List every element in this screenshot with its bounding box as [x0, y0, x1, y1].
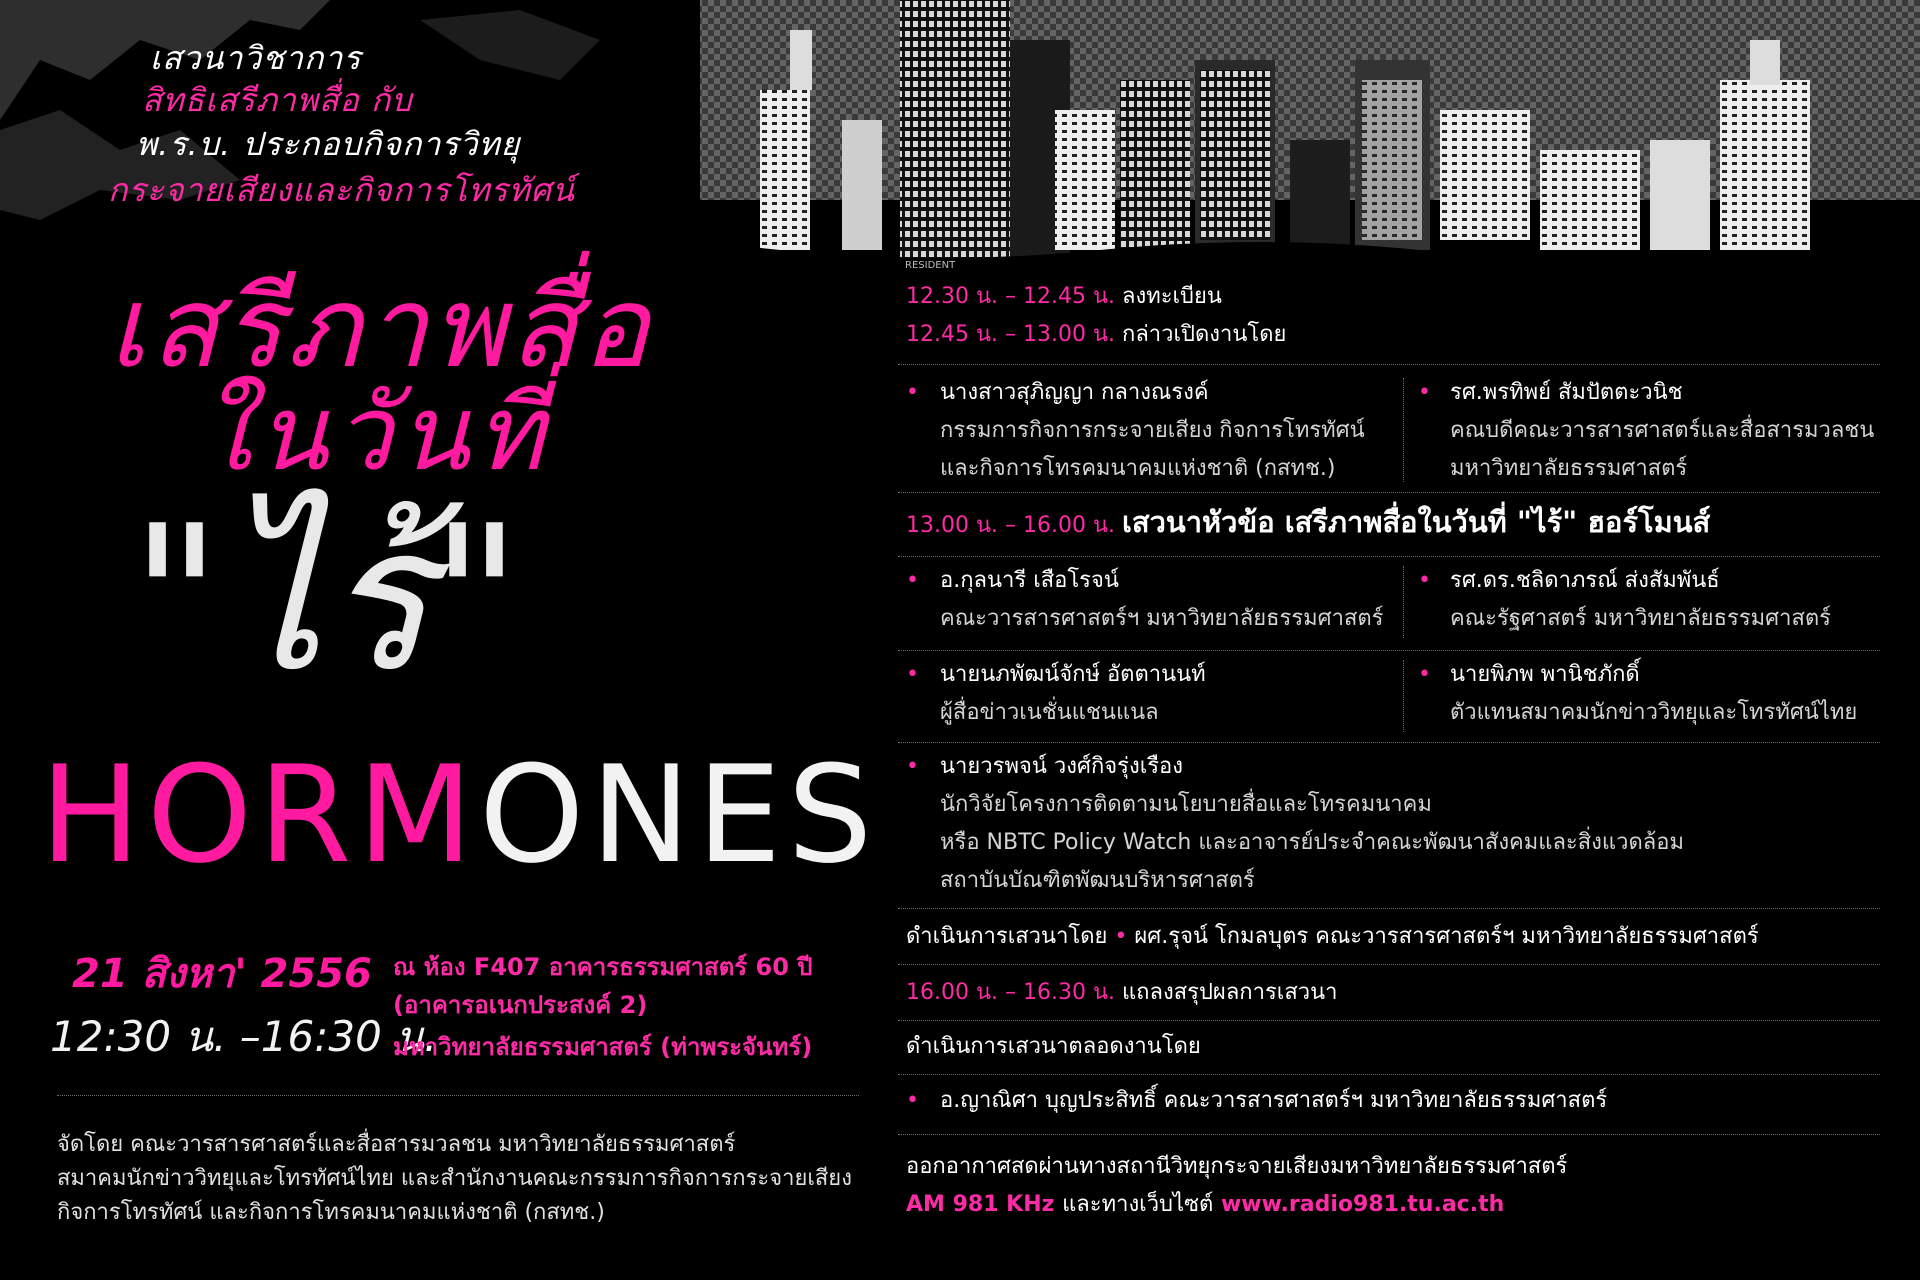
header-line-1: เสวนาวิชาการ [150, 39, 362, 77]
schedule-time: 13.00 น. – 16.00 น. [906, 513, 1115, 538]
broadcast-middle: และทางเว็บไซต์ [1062, 1192, 1214, 1217]
organizers-line-3: กิจการโทรทัศน์ และกิจการโทรคมนาคมแห่งชาติ (กสทช.) [57, 1200, 605, 1225]
opener-2-role-1: คณบดีคณะวารสารศาสตร์และสื่อสารมวลชน [1450, 418, 1875, 443]
divider [898, 908, 1880, 909]
skyline-sign: RESIDENT [905, 260, 956, 271]
bullet-icon: • [906, 1088, 919, 1113]
panelist-3-name: นายนภพัฒน์จักษ์ อัตตานนท์ [940, 662, 1206, 687]
schedule-row-opening [906, 320, 1286, 350]
panelist-5-role-3: สถาบันบัณฑิตพัฒนบริหารศาสตร์ [940, 868, 1255, 893]
schedule-time: 12.45 น. – 13.00 น. [906, 322, 1115, 347]
organizers-line-2: สมาคมนักข่าววิทยุและโทรทัศน์ไทย และสำนักงานคณะกรรมการกิจการกระจายเสียง [57, 1166, 852, 1191]
event-date: 21 สิงหา' 2556 [72, 951, 372, 997]
title-line-3: "ไร้" [130, 483, 522, 716]
bullet-icon: • [1418, 380, 1431, 405]
divider [898, 1074, 1880, 1075]
mc-text: อ.ญาณิศา บุญประสิทธิ์ คณะวารสารศาสตร์ฯ มหาวิทยาลัยธรรมศาสตร์ [940, 1088, 1608, 1113]
broadcast-url-link[interactable]: www.radio981.tu.ac.th [1220, 1192, 1505, 1217]
opener-1-role-2: และกิจการโทรคมนาคมแห่งชาติ (กสทช.) [940, 456, 1336, 481]
schedule-text: แถลงสรุปผลการเสวนา [1122, 980, 1338, 1005]
divider [898, 1134, 1880, 1135]
organizers-line-1: จัดโดย คณะวารสารศาสตร์และสื่อสารมวลชน มหาวิทยาลัยธรรมศาสตร์ [57, 1132, 736, 1157]
title-line-2: ในวันที่ [200, 372, 550, 494]
event-time: 12:30 น. –16:30 น. [50, 1012, 438, 1061]
divider [898, 556, 1880, 557]
opener-1-role-1: กรรมการกิจการกระจายเสียง กิจการโทรทัศน์ [940, 418, 1365, 443]
title-hormones-pink: HORM [40, 737, 479, 893]
schedule-row-registration [906, 282, 1222, 312]
opener-1-name: นางสาวสุภิญญา กลางณรงค์ [940, 380, 1209, 405]
panelist-2-name: รศ.ดร.ชลิดาภรณ์ ส่งสัมพันธ์ [1450, 568, 1720, 593]
divider [898, 964, 1880, 965]
divider [898, 1020, 1880, 1021]
bullet-icon: • [1418, 568, 1431, 593]
panelist-1-role: คณะวารสารศาสตร์ฯ มหาวิทยาลัยธรรมศาสตร์ [940, 606, 1384, 631]
header-line-2: สิทธิเสรีภาพสื่อ กับ [142, 81, 413, 119]
divider [898, 492, 1880, 493]
panelist-1-name: อ.กุลนารี เสือโรจน์ [940, 568, 1119, 593]
column-divider [1403, 566, 1404, 638]
schedule-row-summary [906, 978, 1338, 1008]
broadcast-frequency: AM 981 KHz [906, 1192, 1055, 1217]
venue-line-2: (อาคารอเนกประสงค์ 2) [393, 991, 648, 1019]
bullet-icon: • [906, 568, 919, 593]
schedule-row-panel [906, 504, 1710, 544]
bullet-icon: • [1418, 662, 1431, 687]
divider [898, 650, 1880, 651]
panelist-5-name: นายวรพจน์ วงศ์กิจรุ่งเรือง [940, 754, 1183, 779]
column-divider [1403, 660, 1404, 732]
header-line-3: พ.ร.บ. ประกอบกิจการวิทยุ [136, 125, 521, 163]
bullet-icon: • [1114, 924, 1128, 949]
bullet-icon: • [906, 662, 919, 687]
header-line-4: กระจายเสียงและกิจการโทรทัศน์ [108, 171, 575, 209]
panelist-4-name: นายพิภพ พานิชภักดิ์ [1450, 662, 1640, 687]
column-divider [1403, 378, 1404, 482]
title-line-1: เสรีภาพสื่อ [108, 263, 653, 393]
bullet-icon: • [906, 380, 919, 405]
schedule-time: 12.30 น. – 12.45 น. [906, 284, 1115, 309]
bullet-icon: • [906, 754, 919, 779]
venue-line-1: ณ ห้อง F407 อาคารธรรมศาสตร์ 60 ปี [393, 953, 813, 981]
opener-2-name: รศ.พรทิพย์ สัมปัตตะวนิช [1450, 380, 1683, 405]
panel-topic: เสวนาหัวข้อ เสรีภาพสื่อในวันที่ "ไร้" ฮอร์โมนส์ [1122, 505, 1711, 539]
schedule-time: 16.00 น. – 16.30 น. [906, 980, 1115, 1005]
moderator-row [906, 922, 1759, 952]
panelist-2-role: คณะรัฐศาสตร์ มหาวิทยาลัยธรรมศาสตร์ [1450, 606, 1831, 631]
divider [898, 742, 1880, 743]
schedule-text: ลงทะเบียน [1122, 284, 1222, 309]
broadcast-line-1: ออกอากาศสดผ่านทางสถานีวิทยุกระจายเสียงมหาวิทยาลัยธรรมศาสตร์ [906, 1154, 1568, 1179]
mc-label: ดำเนินการเสวนาตลอดงานโดย [906, 1034, 1201, 1059]
panelist-3-role: ผู้สื่อข่าวเนชั่นแชนแนล [940, 700, 1159, 725]
moderator-label: ดำเนินการเสวนาโดย [906, 924, 1108, 949]
schedule-text: กล่าวเปิดงานโดย [1122, 322, 1287, 347]
broadcast-line-2 [906, 1190, 1504, 1220]
divider [898, 364, 1880, 365]
moderator-text: ผศ.รุจน์ โกมลบุตร คณะวารสารศาสตร์ฯ มหาวิทยาลัยธรรมศาสตร์ [1134, 924, 1759, 949]
title-hormones-white: ONES [478, 737, 879, 893]
venue-line-3: มหาวิทยาลัยธรรมศาสตร์ (ท่าพระจันทร์) [393, 1033, 813, 1061]
panelist-4-role: ตัวแทนสมาคมนักข่าววิทยุและโทรทัศน์ไทย [1450, 700, 1858, 725]
title-hormones [40, 737, 879, 893]
panelist-5-role-1: นักวิจัยโครงการติดตามนโยบายสื่อและโทรคมนาคม [940, 792, 1432, 817]
opener-2-role-2: มหาวิทยาลัยธรรมศาสตร์ [1450, 456, 1688, 481]
panelist-5-role-2: หรือ NBTC Policy Watch และอาจารย์ประจำคณะพัฒนาสังคมและสิ่งแวดล้อม [940, 830, 1684, 855]
divider [57, 1095, 859, 1096]
